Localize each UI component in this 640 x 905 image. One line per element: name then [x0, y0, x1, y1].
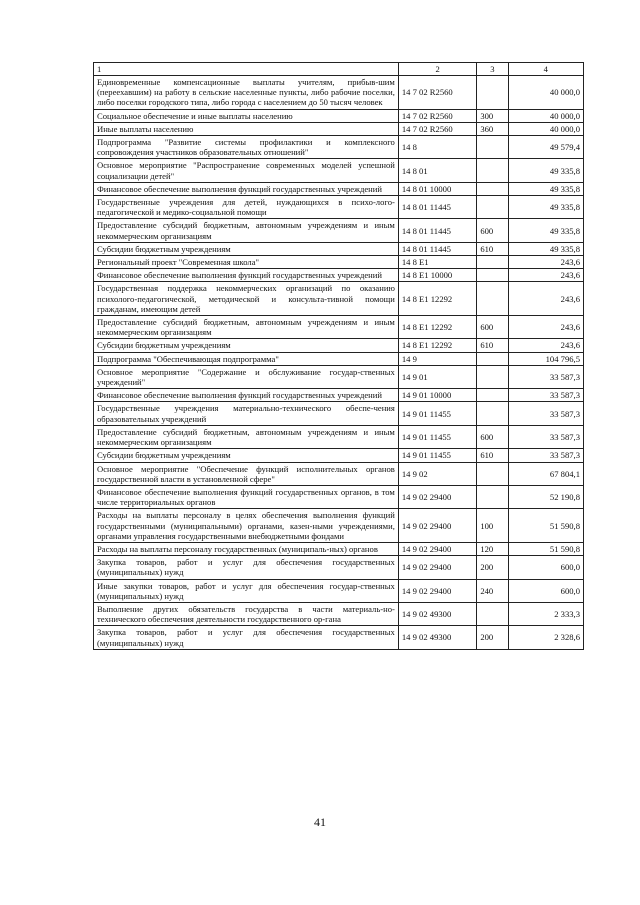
row-expense-type-cell: 200	[477, 556, 508, 579]
budget-table-container	[93, 62, 584, 650]
row-expense-type-cell	[477, 256, 508, 269]
table-row	[94, 339, 584, 352]
row-amount-cell: 51 590,8	[508, 509, 583, 543]
row-code-cell: 14 8 E1 12292	[398, 316, 476, 339]
table-row	[94, 509, 584, 543]
row-expense-type-cell: 360	[477, 122, 508, 135]
table-row	[94, 425, 584, 448]
row-amount-cell: 33 587,3	[508, 425, 583, 448]
row-name-cell: Государственная поддержка некоммерческих организаций по оказанию психолого-педагогической, методической и консульта-тивной помощи гражданам, имеющим детей	[94, 282, 399, 316]
row-code-cell: 14 7 02 R2560	[398, 122, 476, 135]
row-name-cell: Основное мероприятие "Обеспечение функций исполнительных органов государственной власти в установленной сфере"	[94, 462, 399, 485]
row-amount-cell: 49 335,8	[508, 219, 583, 242]
row-expense-type-cell: 100	[477, 509, 508, 543]
row-code-cell: 14 9 02 29400	[398, 542, 476, 555]
row-amount-cell: 49 335,8	[508, 242, 583, 255]
row-amount-cell: 2 333,3	[508, 602, 583, 625]
table-row	[94, 256, 584, 269]
row-amount-cell: 243,6	[508, 316, 583, 339]
row-amount-cell: 40 000,0	[508, 109, 583, 122]
row-name-cell: Закупка товаров, работ и услуг для обеспечения государственных (муниципальных) нужд	[94, 556, 399, 579]
table-row	[94, 182, 584, 195]
row-expense-type-cell: 600	[477, 219, 508, 242]
row-amount-cell: 52 190,8	[508, 485, 583, 508]
row-amount-cell: 104 796,5	[508, 352, 583, 365]
table-row	[94, 602, 584, 625]
table-row	[94, 316, 584, 339]
table-row	[94, 136, 584, 159]
table-row	[94, 626, 584, 649]
row-amount-cell: 67 804,1	[508, 462, 583, 485]
row-expense-type-cell: 600	[477, 316, 508, 339]
row-expense-type-cell	[477, 136, 508, 159]
row-expense-type-cell	[477, 602, 508, 625]
row-amount-cell: 243,6	[508, 256, 583, 269]
row-expense-type-cell: 200	[477, 626, 508, 649]
row-code-cell: 14 9	[398, 352, 476, 365]
table-row	[94, 352, 584, 365]
table-row	[94, 282, 584, 316]
row-code-cell: 14 8 01 10000	[398, 182, 476, 195]
row-expense-type-cell: 300	[477, 109, 508, 122]
row-name-cell: Финансовое обеспечение выполнения функций государственных учреждений	[94, 182, 399, 195]
row-code-cell: 14 9 02	[398, 462, 476, 485]
row-code-cell: 14 9 02 29400	[398, 579, 476, 602]
row-amount-cell: 33 587,3	[508, 389, 583, 402]
row-name-cell: Выполнение других обязательств государства в части материаль-но-технического обеспечения деятельности государственного ор-гана	[94, 602, 399, 625]
row-expense-type-cell	[477, 182, 508, 195]
row-name-cell: Расходы на выплаты персоналу государственных (муниципаль-ных) органов	[94, 542, 399, 555]
page-number: 41	[314, 815, 326, 829]
row-amount-cell: 49 335,8	[508, 182, 583, 195]
header-col-4: 4	[508, 63, 583, 76]
table-row	[94, 462, 584, 485]
table-row	[94, 76, 584, 110]
row-code-cell: 14 7 02 R2560	[398, 109, 476, 122]
table-row	[94, 122, 584, 135]
row-expense-type-cell	[477, 76, 508, 110]
row-amount-cell: 2 328,6	[508, 626, 583, 649]
row-expense-type-cell: 240	[477, 579, 508, 602]
row-name-cell: Финансовое обеспечение выполнения функций государственных учреждений	[94, 269, 399, 282]
row-code-cell: 14 9 01 11455	[398, 425, 476, 448]
row-expense-type-cell: 610	[477, 339, 508, 352]
row-amount-cell: 243,6	[508, 282, 583, 316]
table-row	[94, 449, 584, 462]
row-name-cell: Основное мероприятие "Содержание и обслуживание государ-ственных учреждений"	[94, 365, 399, 388]
row-expense-type-cell	[477, 389, 508, 402]
row-name-cell: Основное мероприятие "Распространение современных моделей успешной социализации детей"	[94, 159, 399, 182]
row-expense-type-cell: 600	[477, 425, 508, 448]
row-code-cell: 14 8 01 11445	[398, 219, 476, 242]
table-row	[94, 402, 584, 425]
row-amount-cell: 49 335,8	[508, 159, 583, 182]
row-expense-type-cell	[477, 485, 508, 508]
table-row	[94, 269, 584, 282]
row-name-cell: Субсидии бюджетным учреждениям	[94, 339, 399, 352]
row-code-cell: 14 7 02 R2560	[398, 76, 476, 110]
row-amount-cell: 243,6	[508, 339, 583, 352]
table-row	[94, 556, 584, 579]
row-amount-cell: 600,0	[508, 579, 583, 602]
row-name-cell: Расходы на выплаты персоналу в целях обеспечения выполнения функций государственными (муниципальными) органами, казен-ными учреждениями, органами управления государственными внебюджетными фондами	[94, 509, 399, 543]
table-row	[94, 159, 584, 182]
row-expense-type-cell	[477, 365, 508, 388]
row-expense-type-cell	[477, 159, 508, 182]
table-row	[94, 242, 584, 255]
row-name-cell: Государственные учреждения материально-технического обеспе-чения образовательных учреждений	[94, 402, 399, 425]
row-code-cell: 14 9 02 29400	[398, 509, 476, 543]
row-name-cell: Предоставление субсидий бюджетным, автономным учреждениям и иным некоммерческим организациям	[94, 316, 399, 339]
row-code-cell: 14 9 01 10000	[398, 389, 476, 402]
table-row	[94, 389, 584, 402]
row-code-cell: 14 8 01 11445	[398, 242, 476, 255]
row-amount-cell: 600,0	[508, 556, 583, 579]
table-header-row	[94, 63, 584, 76]
row-amount-cell: 33 587,3	[508, 402, 583, 425]
row-name-cell: Подпрограмма "Развитие системы профилактики и комплексного сопровождения участников образовательных отношений"	[94, 136, 399, 159]
table-row	[94, 196, 584, 219]
row-name-cell: Предоставление субсидий бюджетным, автономным учреждениям и иным некоммерческим организациям	[94, 425, 399, 448]
row-name-cell: Государственные учреждения для детей, нуждающихся в психо-лого-педагогической и медико-социальной помощи	[94, 196, 399, 219]
row-expense-type-cell: 610	[477, 449, 508, 462]
row-name-cell: Субсидии бюджетным учреждениям	[94, 449, 399, 462]
table-row	[94, 109, 584, 122]
row-expense-type-cell: 610	[477, 242, 508, 255]
row-name-cell: Подпрограмма "Обеспечивающая подпрограмма"	[94, 352, 399, 365]
row-expense-type-cell: 120	[477, 542, 508, 555]
header-col-1: 1	[94, 63, 399, 76]
row-expense-type-cell	[477, 352, 508, 365]
row-name-cell: Финансовое обеспечение выполнения функций государственных органов, в том числе территориальных органов	[94, 485, 399, 508]
row-code-cell: 14 8 01	[398, 159, 476, 182]
row-expense-type-cell	[477, 196, 508, 219]
row-expense-type-cell	[477, 402, 508, 425]
row-code-cell: 14 8 E1	[398, 256, 476, 269]
row-name-cell: Предоставление субсидий бюджетным, автономным учреждениям и иным некоммерческим организациям	[94, 219, 399, 242]
row-expense-type-cell	[477, 269, 508, 282]
row-name-cell: Социальное обеспечение и иные выплаты населению	[94, 109, 399, 122]
row-code-cell: 14 9 01	[398, 365, 476, 388]
row-name-cell: Финансовое обеспечение выполнения функций государственных учреждений	[94, 389, 399, 402]
row-name-cell: Закупка товаров, работ и услуг для обеспечения государственных (муниципальных) нужд	[94, 626, 399, 649]
row-code-cell: 14 8 E1 12292	[398, 282, 476, 316]
header-col-2: 2	[398, 63, 476, 76]
row-amount-cell: 40 000,0	[508, 122, 583, 135]
budget-table	[93, 62, 584, 650]
row-amount-cell: 40 000,0	[508, 76, 583, 110]
row-amount-cell: 49 579,4	[508, 136, 583, 159]
row-name-cell: Иные выплаты населению	[94, 122, 399, 135]
row-name-cell: Региональный проект "Современная школа"	[94, 256, 399, 269]
row-code-cell: 14 8 E1 10000	[398, 269, 476, 282]
row-amount-cell: 243,6	[508, 269, 583, 282]
table-row	[94, 365, 584, 388]
header-col-3: 3	[477, 63, 508, 76]
row-amount-cell: 51 590,8	[508, 542, 583, 555]
row-code-cell: 14 8 E1 12292	[398, 339, 476, 352]
row-code-cell: 14 9 02 49300	[398, 602, 476, 625]
row-expense-type-cell	[477, 462, 508, 485]
table-row	[94, 579, 584, 602]
row-code-cell: 14 9 01 11455	[398, 402, 476, 425]
row-code-cell: 14 8 01 11445	[398, 196, 476, 219]
row-amount-cell: 33 587,3	[508, 449, 583, 462]
table-row	[94, 485, 584, 508]
row-code-cell: 14 9 02 49300	[398, 626, 476, 649]
row-code-cell: 14 9 02 29400	[398, 485, 476, 508]
row-expense-type-cell	[477, 282, 508, 316]
row-code-cell: 14 9 02 29400	[398, 556, 476, 579]
table-row	[94, 542, 584, 555]
row-amount-cell: 49 335,8	[508, 196, 583, 219]
row-name-cell: Иные закупки товаров, работ и услуг для обеспечения государ-ственных (муниципальных) нужд	[94, 579, 399, 602]
table-row	[94, 219, 584, 242]
row-code-cell: 14 8	[398, 136, 476, 159]
row-amount-cell: 33 587,3	[508, 365, 583, 388]
row-code-cell: 14 9 01 11455	[398, 449, 476, 462]
row-name-cell: Субсидии бюджетным учреждениям	[94, 242, 399, 255]
row-name-cell: Единовременные компенсационные выплаты учителям, прибыв-шим (переехавшим) на работу в сельские населенные пункты, либо рабочие поселки, либо поселки городского типа, либо города с населением до 50 тысяч человек	[94, 76, 399, 110]
